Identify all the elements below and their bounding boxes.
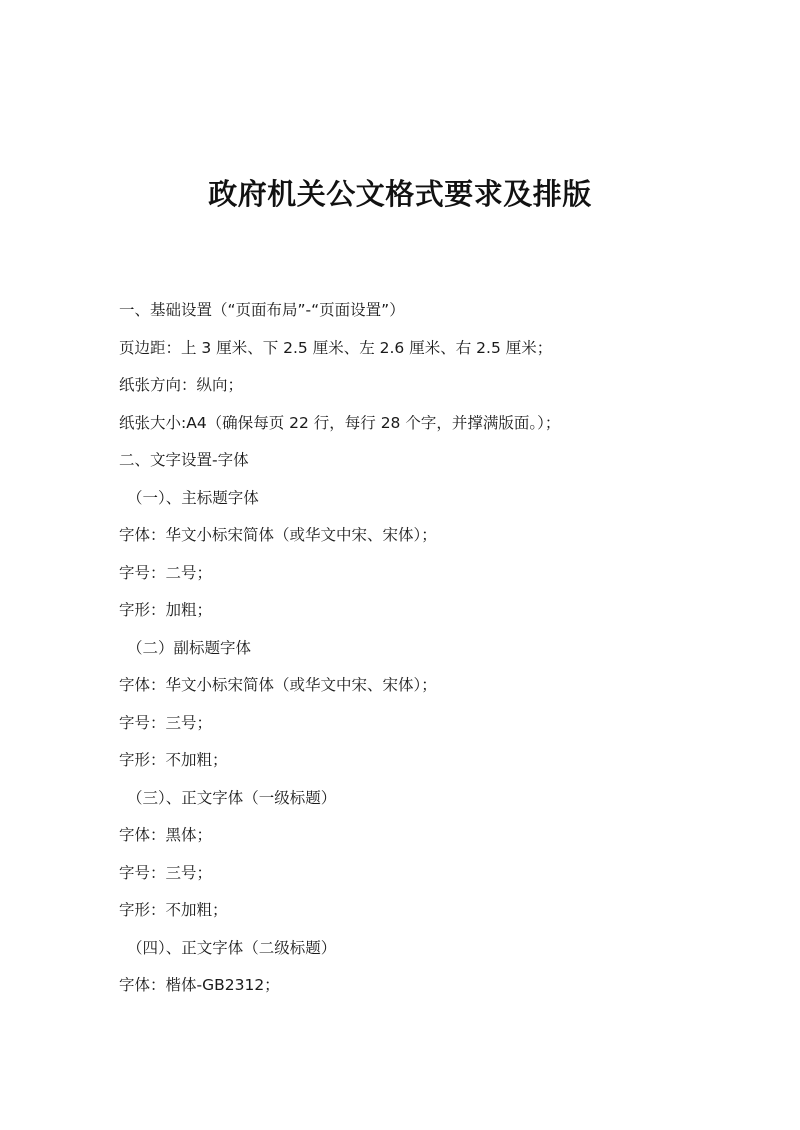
section-heading-basic-settings: 一、基础设置（“页面布局”-“页面设置”） — [119, 301, 405, 319]
text-line-font: 字体：楷体-GB2312； — [119, 976, 280, 994]
text-line-font-style: 字形：加粗； — [119, 601, 213, 619]
text-line-font: 字体：华文小标宋简体（或华文中宋、宋体）； — [119, 526, 437, 544]
text-line-font-style: 字形：不加粗； — [119, 751, 228, 769]
text-line-font-size: 字号：三号； — [119, 713, 213, 732]
text-line-font: 字体：黑体； — [119, 826, 213, 844]
text-line-margins: 页边距：上 3 厘米、下 2.5 厘米、左 2.6 厘米、右 2.5 厘米； — [119, 338, 553, 357]
text-line-font: 字体：华文小标宋简体（或华文中宋、宋体）； — [119, 676, 437, 694]
text-line-paper-size: 纸张大小:A4（确保每页 22 行，每行 28 个字，并撑满版面。）； — [119, 413, 561, 432]
text-line-font-style: 字形：不加粗； — [119, 901, 228, 919]
subsection-heading-body-level1-font: （三）、正文字体（一级标题） — [127, 788, 337, 807]
document-body — [119, 294, 739, 1007]
document-title: 政府机关公文格式要求及排版 — [208, 177, 592, 211]
text-line-font-size: 字号：三号； — [119, 863, 213, 882]
subsection-heading-main-title-font: （一）、主标题字体 — [127, 488, 259, 507]
subsection-heading-body-level2-font: （四）、正文字体（二级标题） — [127, 938, 337, 957]
text-line-font-size: 字号：二号； — [119, 563, 213, 582]
subsection-heading-subtitle-font: （二）副标题字体 — [127, 638, 252, 657]
section-heading-font-settings: 二、文字设置-字体 — [119, 451, 249, 469]
text-line-orientation: 纸张方向：纵向； — [119, 376, 244, 394]
